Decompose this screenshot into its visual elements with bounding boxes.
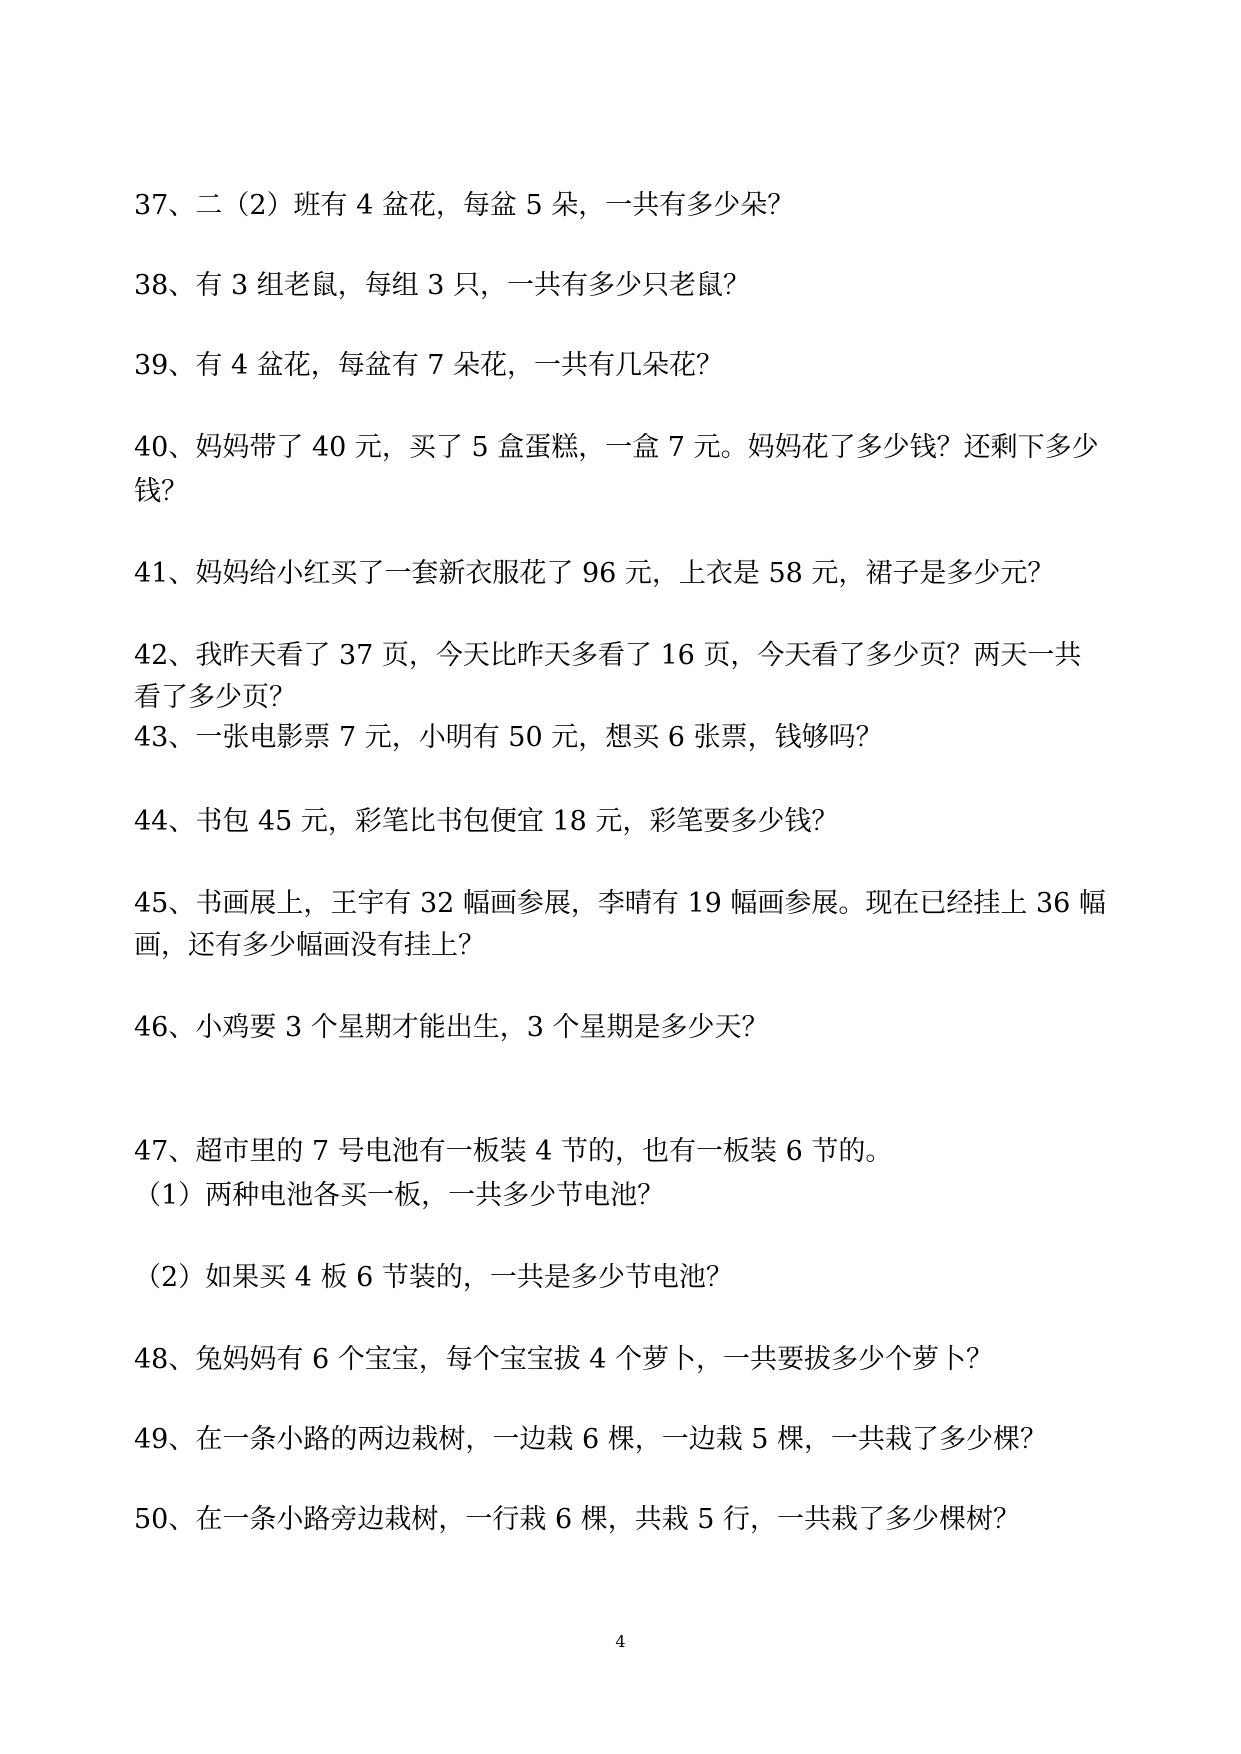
question-40-line-1: 40、妈妈带了 40 元，买了 5 盒蛋糕，一盒 7 元。妈妈花了多少钱？还剩下多少 xyxy=(134,432,1099,463)
question-43: 43、一张电影票 7 元，小明有 50 元，想买 6 张票，钱够吗？ xyxy=(134,722,883,753)
question-39: 39、有 4 盆花，每盆有 7 朵花，一共有几朵花？ xyxy=(134,350,724,381)
question-41: 41、妈妈给小红买了一套新衣服花了 96 元，上衣是 58 元，裙子是多少元？ xyxy=(134,558,1055,589)
page-number: 4 xyxy=(615,1632,626,1651)
question-50: 50、在一条小路旁边栽树，一行栽 6 棵，共栽 5 行，一共栽了多少棵树？ xyxy=(134,1504,1021,1535)
question-47: 47、超市里的 7 号电池有一板装 4 节的，也有一板装 6 节的。 xyxy=(134,1136,893,1167)
question-42-line-2: 看了多少页？ xyxy=(134,682,296,713)
question-38: 38、有 3 组老鼠，每组 3 只，一共有多少只老鼠？ xyxy=(134,270,751,301)
question-40-line-2: 钱？ xyxy=(134,476,188,507)
question-37: 37、二（2）班有 4 盆花，每盆 5 朵，一共有多少朵？ xyxy=(134,190,795,221)
question-48: 48、兔妈妈有 6 个宝宝，每个宝宝拔 4 个萝卜，一共要拔多少个萝卜？ xyxy=(134,1344,994,1375)
question-49: 49、在一条小路的两边栽树，一边栽 6 棵，一边栽 5 棵，一共栽了多少棵？ xyxy=(134,1424,1048,1455)
question-45-line-1: 45、书画展上，王宇有 32 幅画参展，李晴有 19 幅画参展。现在已经挂上 36 幅 xyxy=(134,888,1106,919)
question-47-part-2: （2）如果买 4 板 6 节装的，一共是多少节电池？ xyxy=(134,1262,733,1293)
question-45-line-2: 画，还有多少幅画没有挂上？ xyxy=(134,930,485,961)
question-44: 44、书包 45 元，彩笔比书包便宜 18 元，彩笔要多少钱？ xyxy=(134,806,839,837)
question-47-part-1: （1）两种电池各买一板，一共多少节电池？ xyxy=(134,1180,665,1211)
question-46: 46、小鸡要 3 个星期才能出生，3 个星期是多少天？ xyxy=(134,1012,769,1043)
question-42-line-1: 42、我昨天看了 37 页，今天比昨天多看了 16 页，今天看了多少页？两天一共 xyxy=(134,640,1082,671)
